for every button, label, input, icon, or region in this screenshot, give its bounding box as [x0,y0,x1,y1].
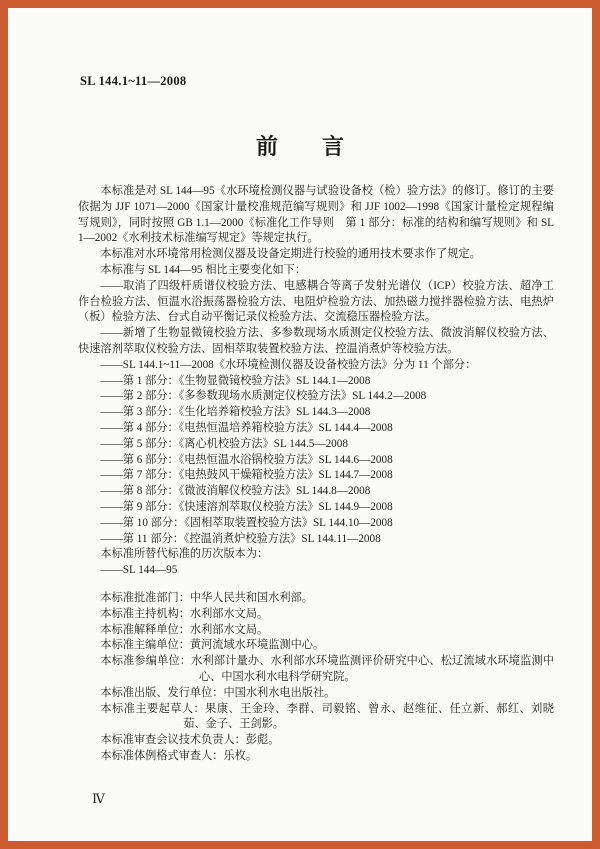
paragraph: ——新增了生物显微镜校验方法、多参数现场水质测定仪校验方法、微波消解仪校验方法、快速溶剂萃取仪校验方法、固相萃取装置校验方法、控温消煮炉等校验方法。 [78,327,554,355]
paragraph: ——第 7 部分：《电热鼓风干燥箱校验方法》SL 144.7—2008 [100,469,393,482]
paragraph: ——SL 144—95 [100,564,178,577]
paragraph: ——第 10 部分：《固相萃取装置校验方法》SL 144.10—2008 [100,516,393,529]
paragraph: 本标准解释单位：水利部水文局。 [100,623,269,636]
paragraph: 本标准对水环境常用检测仪器及设备定期进行校验的通用技术要求作了规定。 [100,248,481,261]
document-body [78,184,554,765]
paragraph: 本标准参编单位：水利部计量办、水利部水环境监测评价研究中心、松辽流域水环境监测中心、中国水利水电科学研究院。 [100,655,554,683]
page-number: Ⅳ [92,791,105,806]
paragraph: ——第 1 部分：《生物显微镜校验方法》SL 144.1—2008 [100,374,371,387]
paragraph: ——取消了四级杆质谱仪校验方法、电感耦合等离子发射光谱仪（ICP）校验方法、超净工作台检验方法、恒温水浴振荡器检验方法、电阻炉检验方法、加热磁力搅拌器检验方法、电热炉（板）检验方法、台式自动平衡记录仪检验方法、交流稳压器检验方法。 [78,279,554,324]
paragraph: 本标准审查会议技术负责人：彭彪。 [100,734,280,747]
paragraph: ——第 9 部分：《快速溶剂萃取仪校验方法》SL 144.9—2008 [100,500,393,513]
paragraph: 本标准主要起草人：果康、王金玲、李群、司毅铭、曾永、赵维征、任立新、郝红、刘晓茹、金子、王剑影。 [100,702,554,731]
paragraph: ——第 5 部分：《离心机校验方法》SL 144.5—2008 [100,437,348,450]
paragraph: 本标准批准部门：中华人民共和国水利部。 [100,591,313,604]
page-title: 前 言 [255,134,344,159]
paragraph: 本标准是对 SL 144—95《水环境检测仪器与试验设备校（检）验方法》的修订。修订的主要依据为 JJF 1071—2000《国家计量校准规范编写规则》和 JJF 1002—1998《国家计量检定规程编写规则》，同时按照 GB 1.1—2000《标准化工作导则 第 1 部分：标准的结构和编写规则》和 SL 1—2002《水利技术标准编写规定》等规定执行。 [78,185,554,245]
paragraph: 本标准体例格式审查人：乐枚。 [100,749,258,762]
standard-code-header: SL 144.1~11—2008 [80,74,187,88]
paragraph: 本标准出版、发行单位：中国水利水电出版社。 [100,686,336,699]
paragraph: ——第 3 部分：《生化培养箱校验方法》SL 144.3—2008 [100,406,371,419]
paragraph: ——第 2 部分：《多参数现场水质测定仪校验方法》SL 144.2—2008 [100,390,427,403]
paragraph: ——第 8 部分：《微波消解仪校验方法》SL 144.8—2008 [100,485,371,498]
paragraph: ——第 4 部分：《电热恒温培养箱校验方法》SL 144.4—2008 [100,421,393,434]
paragraph: ——第 6 部分：《电热恒温水浴锅校验方法》SL 144.6—2008 [100,453,393,466]
paragraph: 本标准主编单位：黄河流域水环境监测中心。 [100,639,325,652]
paragraph: ——第 11 部分：《控温消煮炉校验方法》SL 144.11—2008 [100,532,381,545]
paragraph: 本标准与 SL 144—95 相比主要变化如下： [100,263,307,276]
paragraph: 本标准主持机构：水利部水文局。 [100,607,269,620]
paragraph: ——SL 144.1~11—2008《水环境检测仪器及设备校验方法》分为 11 个部分： [100,358,477,371]
paragraph: 本标准所替代标准的历次版本为： [100,548,269,561]
